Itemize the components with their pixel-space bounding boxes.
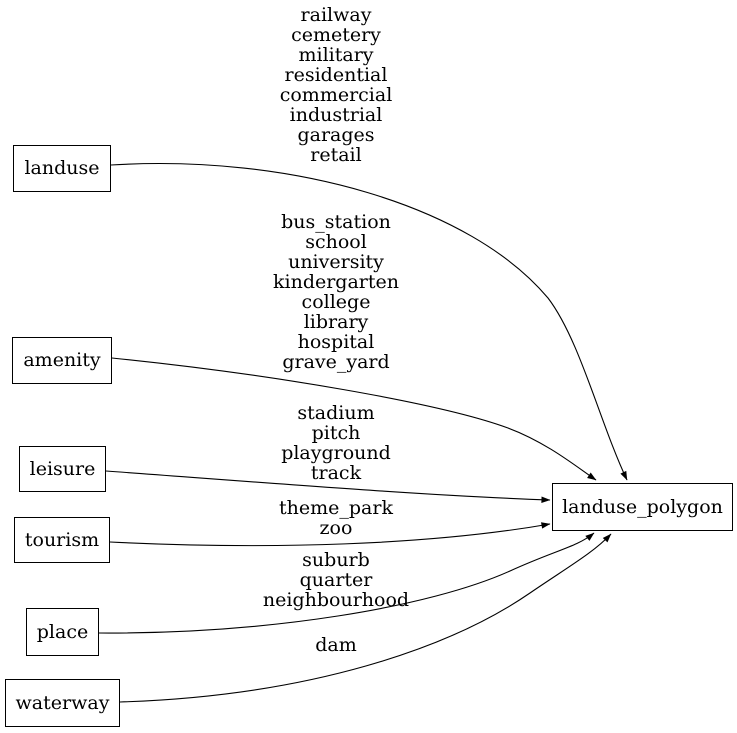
- edge-label-waterway: [315, 635, 357, 655]
- edge-value: cemetery: [291, 24, 381, 46]
- edge-value: college: [301, 291, 371, 313]
- edge-value: railway: [300, 4, 372, 26]
- edge-value: hospital: [297, 331, 375, 353]
- edge-label-place: [263, 550, 409, 610]
- edge-value: bus_station: [281, 211, 391, 233]
- edge-value: university: [288, 251, 384, 273]
- edge-value: grave_yard: [282, 351, 390, 373]
- node-leisure-label: leisure: [29, 457, 96, 480]
- node-waterway-label: waterway: [15, 691, 110, 714]
- edge-value: neighbourhood: [262, 589, 410, 611]
- node-leisure: [19, 446, 106, 492]
- edge-label-leisure: [281, 403, 391, 483]
- edge-value: playground: [281, 442, 391, 464]
- edge-value: track: [310, 462, 362, 484]
- edge-value: theme_park: [279, 497, 393, 519]
- node-landuse-polygon-label: landuse_polygon: [562, 495, 723, 518]
- edge-label-tourism: [279, 498, 393, 538]
- node-amenity-label: amenity: [23, 349, 101, 371]
- edge-value: stadium: [297, 402, 375, 424]
- edge-value: retail: [310, 144, 362, 166]
- node-amenity: [12, 337, 112, 384]
- edge-label-landuse: [280, 5, 393, 165]
- edge-value: garages: [297, 124, 375, 146]
- edge-value: industrial: [289, 104, 383, 126]
- edge-value: dam: [315, 634, 357, 656]
- edge-value: school: [305, 231, 367, 253]
- edge-value: pitch: [311, 422, 361, 444]
- node-place-label: place: [36, 620, 89, 643]
- node-landuse: [13, 145, 111, 192]
- node-place: [26, 608, 99, 656]
- edge-value: quarter: [299, 569, 373, 591]
- node-waterway: [5, 679, 120, 727]
- edge-label-amenity: [273, 212, 399, 372]
- edge-value: library: [303, 311, 369, 333]
- node-landuse-label: landuse: [24, 157, 100, 179]
- edge-value: military: [298, 44, 374, 66]
- edge-value: zoo: [319, 517, 353, 539]
- node-tourism: [14, 517, 110, 563]
- edge-value: kindergarten: [272, 271, 400, 293]
- edge-value: residential: [284, 64, 388, 86]
- edge-value: commercial: [279, 84, 393, 106]
- edge-value: suburb: [302, 549, 370, 571]
- node-landuse-polygon: [552, 483, 733, 531]
- node-tourism-label: tourism: [24, 528, 100, 551]
